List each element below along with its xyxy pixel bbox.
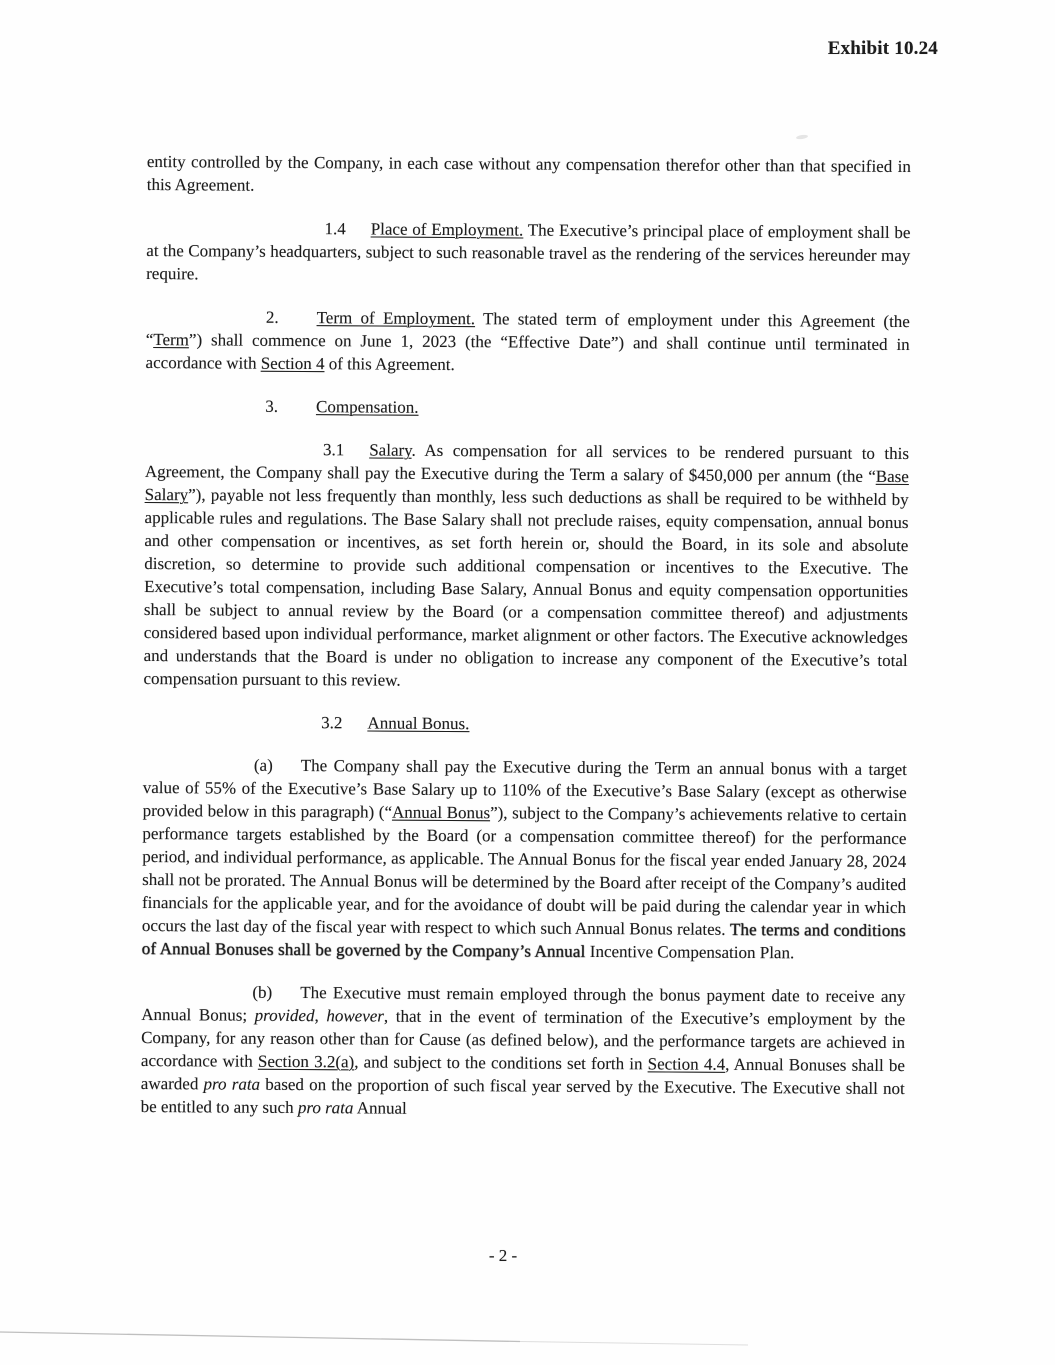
section-3-2-annual-bonus-heading: 3.2 Annual Bonus.: [321, 713, 470, 734]
section-2-term-of-employment: 2. Term of Employment. The stated term of employment under this Agreement (the “Term”) shall commence on June 1, 2023 (the “Effective Date”) and shall continue until terminated in accordance with Section 4 of this Agreement.: [145, 307, 910, 375]
exhibit-label: Exhibit 10.24: [827, 38, 938, 59]
section-1-4-place-of-employment: 1.4 Place of Employment. The Executive’s principal place of employment shall be at the Company’s headquarters, subject to such reasonable travel as the rendering of the services hereunder may require.: [146, 219, 911, 284]
page-number: - 2 -: [488, 1246, 518, 1265]
document-body: [140, 150, 911, 1143]
paragraph-3-2b: (b) The Executive must remain employed through the bonus payment date to receive any Annual Bonus; provided, however, that in the event of termination of the Executive’s employment by the Company, for any reason other than for Cause (as defined below), and the performance targets are achieved in accordance with Section 3.2(a), and subject to the conditions set forth in Section 4.4, Annual Bonuses shall be awarded pro rata based on the proportion of such fiscal year served by the Executive. The Executive shall not be entitled to any such pro rata Annual: [140, 982, 906, 1118]
scan-speck: [796, 134, 808, 140]
section-3-1-salary: 3.1 Salary. As compensation for all services to be rendered pursuant to this Agreement, the Company shall pay the Executive during the Term a salary of $450,000 per annum (the “Base Salary”), payable not less frequently than monthly, less such deductions as shall be required to be withheld by applicable rules and regulations. The Base Salary shall not preclude raises, equity compensation, annual bonus and other compensation or incentives, as set forth herein or, should the Board, in its sole and absolute discretion, so determine to provide such additional compensation or incentives to the Executive. The Executive’s total compensation, including Base Salary, Annual Bonus and equity compensation opportunities shall be subject to annual review by the Board (or a compensation committee thereof) and adjustments considered based upon individual performance, market alignment or other factors. The Executive acknowledges and understands that the Board is under no obligation to increase any component of the Executive’s total compensation pursuant to this review.: [143, 440, 910, 690]
section-3-compensation-heading: 3. Compensation.: [265, 396, 419, 417]
paragraph-3-2a: (a) The Company shall pay the Executive during the Term an annual bonus with a target value of 55% of the Executive’s Base Salary up to 110% of the Executive’s Base Salary (except as otherwise provided below in this paragraph) (“Annual Bonus”), subject to the Company’s achievements relative to certain performance targets established by the Board (or a compensation committee thereof) for the performance period, and individual performance, as applicable. The Annual Bonus for the fiscal year ended January 28, 2024 shall not be prorated. The Annual Bonus will be determined by the Board after receipt of the Company’s audited financials for the applicable year, and for the avoidance of doubt will be paid during the calendar year in which occurs the last day of the fiscal year with respect to which such Annual Bonus relates. The terms and conditions of Annual Bonuses shall be governed by the Company’s Annual Incentive Compensation Plan.: [141, 755, 907, 963]
intro-paragraph: entity controlled by the Company, in each case without any compensation therefor other than that specified in this Agreement.: [146, 151, 911, 195]
